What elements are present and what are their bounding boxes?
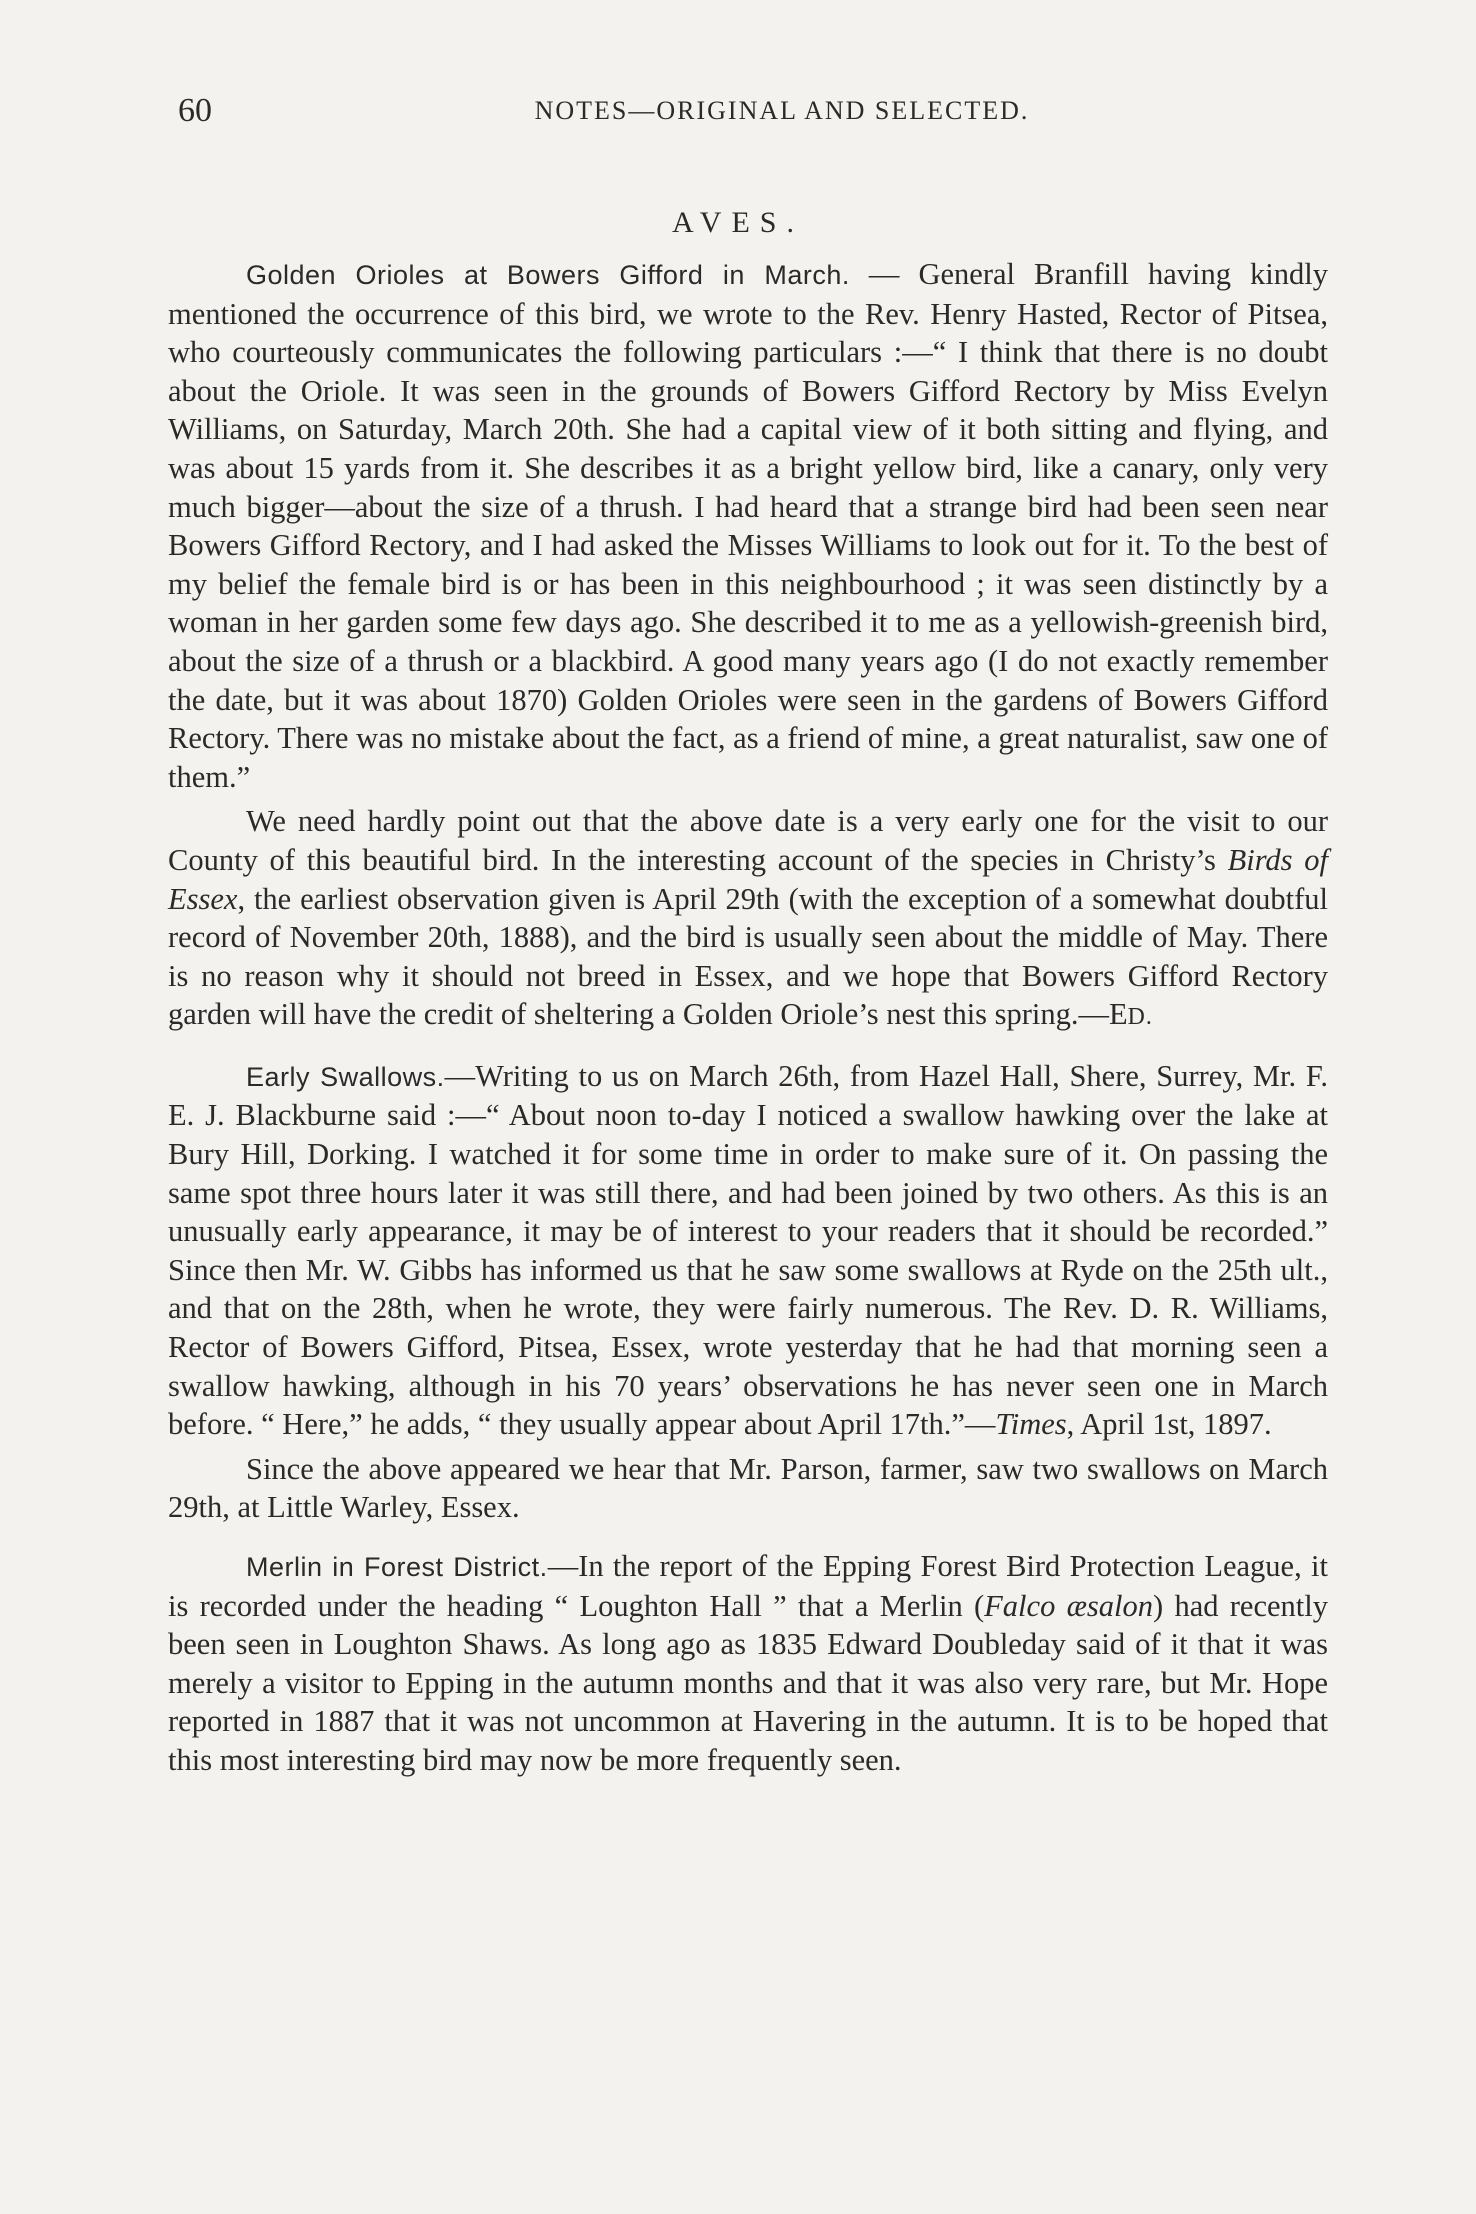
merlin-text-end: ) had recently been seen in Loughton Shaws. As long ago as 1835 Edward Doubleday said of it that it was merely a visitor to Epping in the autumn months and that it was also very rare, but Mr. Hope reported in 1887 that it was not uncommon at Havering in the autumn. It is to be hoped that this most interesting bird may now be more frequently seen. <box>168 1588 1328 1777</box>
paragraph-swallows-addendum <box>168 1450 1328 1527</box>
source-title: Times <box>995 1407 1067 1442</box>
merlin-text-start: —In the report of the Epping Forest Bird Protection League, it is recorded under the heading “ Loughton Hall ” that a Merlin ( <box>168 1549 1328 1623</box>
note-heading-merlin: Merlin in Forest District. <box>246 1552 548 1582</box>
swallows-text: —Writing to us on March 26th, from Hazel Hall, Shere, Surrey, Mr. F. E. J. Blackburne said :—“ About noon to-day I noticed a swallow hawking over the lake at Bury Hill, Dorking. I watched it for some time in order to make sure of it. On passing the same spot three hours later it was still there, and had been joined by two others. As this is an unusually early appearance, it may be of interest to your readers that it should be recorded.” Since then Mr. W. Gibbs has informed us that he saw some swallows at Ryde on the 25th ult., and that on the 28th, when he wrote, they were fairly numerous. The Rev. D. R. Williams, Rector of Bowers Gifford, Pitsea, Essex, wrote yesterday that he had that morning seen a swallow hawking, although in his 70 years’ observations he has never seen one in March before. “ Here,” he adds, “ they usually appear about April 17th.”— <box>168 1058 1328 1442</box>
paragraph-orioles <box>168 255 1328 796</box>
editor-note-text-end: , the earliest observation given is April 29th (with the exception of a somewhat doubtful record of November 20th, 1888), and the bird is usually seen about the middle of May. There is no reason why it should not breed in Essex, and we hope that Bowers Gifford Rectory garden will have the credit of sheltering a Golden Oriole’s nest this spring.—E <box>168 881 1328 1032</box>
editor-signature: D. <box>1127 1004 1153 1031</box>
paragraph-editor-note <box>168 802 1328 1037</box>
note-heading-swallows: Early Swallows. <box>246 1061 445 1092</box>
section-heading: AVES. <box>672 206 804 239</box>
article-body <box>168 255 1328 1780</box>
paragraph-merlin <box>168 1547 1328 1780</box>
editor-note-text-start: We need hardly point out that the above date is a very early one for the visit to our County of this beautiful bird. In the interesting account of the species in Christy’s <box>168 804 1328 877</box>
source-date: , April 1st, 1897. <box>1066 1407 1272 1442</box>
page-number: 60 <box>178 92 212 129</box>
running-title: NOTES—ORIGINAL AND SELECTED. <box>534 96 1030 125</box>
species-name: Falco æsalon <box>984 1588 1154 1623</box>
note-heading-orioles: Golden Orioles at Bowers Gifford in March. <box>246 260 850 290</box>
paragraph-swallows <box>168 1057 1328 1444</box>
orioles-text: — General Branfill having kindly mentioned the occurrence of this bird, we wrote to the Rev. Henry Hasted, Rector of Pitsea, who courteously communicates the following particulars :—“ I think that there is no doubt about the Oriole. It was seen in the grounds of Bowers Gifford Rectory by Miss Evelyn Williams, on Saturday, March 20th. She had a capital view of it both sitting and flying, and was about 15 yards from it. She describes it as a bright yellow bird, like a canary, only very much bigger—about the size of a thrush. I had heard that a strange bird had been seen near Bowers Gifford Rectory, and I had asked the Misses Williams to look out for it. To the best of my belief the female bird is or has been in this neighbourhood ; it was seen distinctly by a woman in her garden some few days ago. She described it to me as a yellowish-greenish bird, about the size of a thrush or a blackbird. A good many years ago (I do not exactly remember the date, but it was about 1870) Golden Orioles were seen in the gardens of Bowers Gifford Rectory. There was no mistake about the fact, as a friend of mine, a great naturalist, saw one of them.” <box>168 257 1328 794</box>
swallows-addendum-text: Since the above appeared we hear that Mr. Parson, farmer, saw two swallows on March 29th, at Little Warley, Essex. <box>168 1451 1328 1525</box>
book-title: Birds of Essex <box>168 842 1329 916</box>
running-head <box>178 92 1326 132</box>
